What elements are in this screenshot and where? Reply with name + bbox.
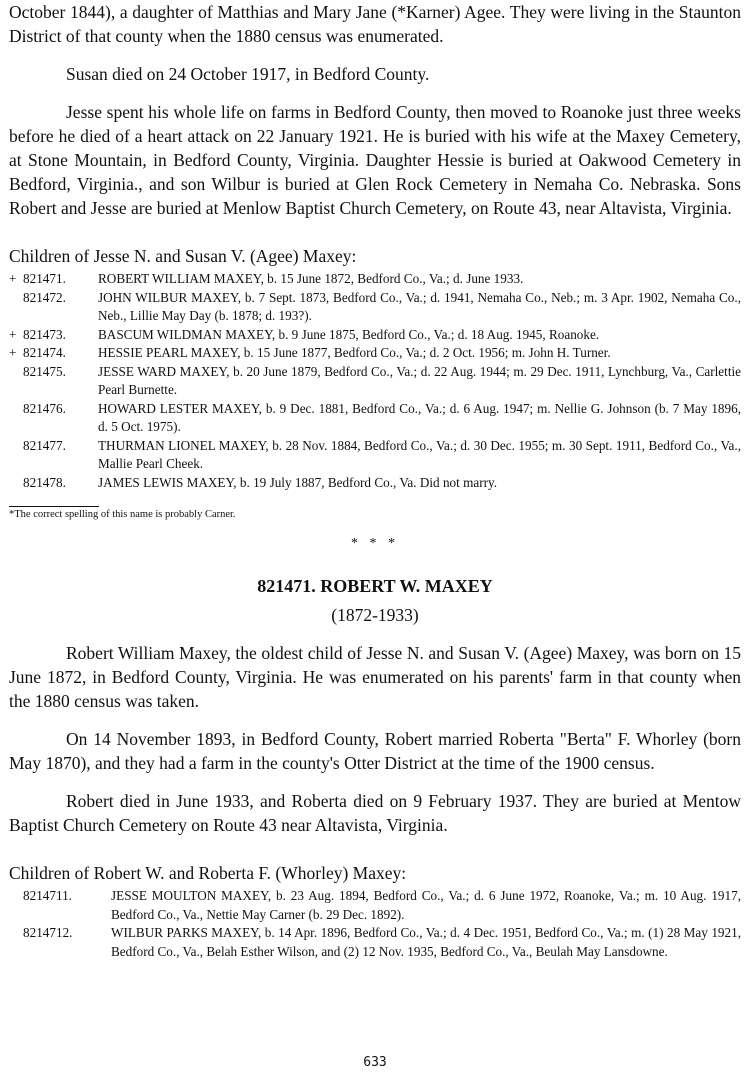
section-paragraph-2: On 14 November 1893, in Bedford County, Robert married Roberta "Berta" F. Whorley (born May 1870), and they had a farm in the county's Otter District at the time of the 1900 census.: [9, 729, 741, 773]
children-list-2: [9, 887, 741, 961]
child-number: 821477.: [23, 437, 66, 453]
child-text: JAMES LEWIS MAXEY, b. 19 July 1887, Bedford Co., Va. Did not marry.: [98, 474, 498, 490]
intro-paragraph-3: Jesse spent his whole life on farms in Bedford County, then moved to Roanoke just three weeks before he died of a heart attack on 22 January 1921. He is buried with his wife at the Maxey Cemetery, at Stone Mountain, in Bedford County, Virginia. Daughter Hessie is buried at Oakwood Cemetery in Bedford, Virginia., and son Wilbur is buried at Glen Rock Cemetery in Nemaha Co. Nebraska. Sons Robert and Jesse are buried at Menlow Baptist Church Cemetery, on Route 43, near Altavista, Virginia.: [9, 102, 741, 218]
section-title: 821471. ROBERT W. MAXEY: [257, 576, 493, 596]
child-marker: +: [9, 271, 17, 286]
child-text: HESSIE PEARL MAXEY, b. 15 June 1877, Bedford Co., Va.; d. 2 Oct. 1956; m. John H. Turner.: [98, 345, 611, 360]
child-text: HOWARD LESTER MAXEY, b. 9 Dec. 1881, Bedford Co., Va.; d. 6 Aug. 1947; m. Nellie G. Johnson (b. 7 May 1896, d. 5 Oct. 1975).: [98, 400, 741, 434]
child-number: 821473.: [23, 326, 66, 342]
child-entry: [9, 289, 741, 326]
child-marker: +: [9, 326, 17, 342]
child-marker: [9, 400, 23, 437]
child-text: BASCUM WILDMAN MAXEY, b. 9 June 1875, Bedford Co., Va.; d. 18 Aug. 1945, Roanoke.: [98, 326, 600, 342]
child-marker: [9, 289, 23, 326]
child-marker: [9, 363, 23, 400]
child-entry: [9, 474, 741, 493]
child-marker: [9, 887, 23, 924]
child-number: 821471.: [23, 271, 66, 286]
child-text: ROBERT WILLIAM MAXEY, b. 15 June 1872, Bedford Co., Va.; d. June 1933.: [98, 271, 524, 286]
child-entry: [9, 924, 741, 961]
child-marker: +: [9, 345, 17, 360]
section-dates: (1872-1933): [331, 605, 419, 625]
intro-paragraph-2: Susan died on 24 October 1917, in Bedford County.: [66, 64, 430, 84]
child-number: 821472.: [23, 289, 66, 305]
child-text: JESSE MOULTON MAXEY, b. 23 Aug. 1894, Bedford Co., Va.; d. 6 June 1972, Roanoke, Va.; m. 10 Aug. 1917, Bedford Co., Va., Nettie May Carner (b. 29 Dec. 1892).: [111, 888, 741, 922]
document-page: [9, 0, 741, 961]
child-entry: [9, 363, 741, 400]
section-paragraph-1: Robert William Maxey, the oldest child of Jesse N. and Susan V. (Agee) Maxey, was born on 15 June 1872, in Bedford County, Virginia. He was enumerated on his parents' farm in that county when the 1880 census was taken.: [9, 643, 741, 711]
child-number: 821478.: [23, 474, 66, 490]
child-number: 821475.: [23, 363, 66, 379]
child-entry: [9, 887, 741, 924]
child-entry: [9, 344, 741, 363]
child-number: 821476.: [23, 400, 66, 416]
child-marker: [9, 474, 23, 493]
child-entry: [9, 400, 741, 437]
children-heading-2: Children of Robert W. and Roberta F. (Whorley) Maxey:: [9, 863, 407, 883]
footnote-divider: [9, 506, 99, 507]
child-text: THURMAN LIONEL MAXEY, b. 28 Nov. 1884, Bedford Co., Va.; d. 30 Dec. 1955; m. 30 Sept. 1911, Bedford Co., Va., Mallie Pearl Cheek.: [98, 437, 741, 471]
child-text: JESSE WARD MAXEY, b. 20 June 1879, Bedford Co., Va.; d. 22 Aug. 1944; m. 29 Dec. 1911, Lynchburg, Va., Carlettie Pearl Burnette.: [98, 363, 741, 397]
child-text: JOHN WILBUR MAXEY, b. 7 Sept. 1873, Bedford Co., Va.; d. 1941, Nemaha Co., Neb.; m. 3 Apr. 1902, Nemaha Co., Neb., Lillie May Day (b. 1878; d. 193?).: [98, 289, 741, 323]
intro-paragraph-1: October 1844), a daughter of Matthias and Mary Jane (*Karner) Agee. They were living in the Staunton District of that county when the 1880 census was enumerated.: [9, 2, 741, 46]
children-heading-1: Children of Jesse N. and Susan V. (Agee) Maxey:: [9, 246, 357, 266]
footnote: *The correct spelling of this name is probably Carner.: [9, 509, 236, 520]
child-text: WILBUR PARKS MAXEY, b. 14 Apr. 1896, Bedford Co., Va.; d. 4 Dec. 1951, Bedford Co., Va.; m. (1) 28 May 1921, Bedford Co., Va., Belah Esther Wilson, and (2) 12 Nov. 1935, Bedford Co., Va., Beulah May Lansdowne.: [111, 925, 741, 959]
page-number: 633: [363, 1055, 387, 1070]
section-paragraph-3: Robert died in June 1933, and Roberta died on 9 February 1937. They are buried at Mentow Baptist Church Cemetery on Route 43 near Altavista, Virginia.: [9, 791, 741, 835]
child-entry: [9, 326, 741, 345]
child-marker: [9, 924, 23, 961]
children-list-1: [9, 270, 741, 492]
child-number: 8214712.: [23, 925, 73, 940]
child-entry: [9, 270, 741, 289]
section-separator: * * *: [351, 536, 399, 551]
child-number: 8214711.: [23, 888, 72, 903]
child-entry: [9, 437, 741, 474]
child-marker: [9, 437, 23, 474]
child-number: 821474.: [23, 345, 66, 360]
